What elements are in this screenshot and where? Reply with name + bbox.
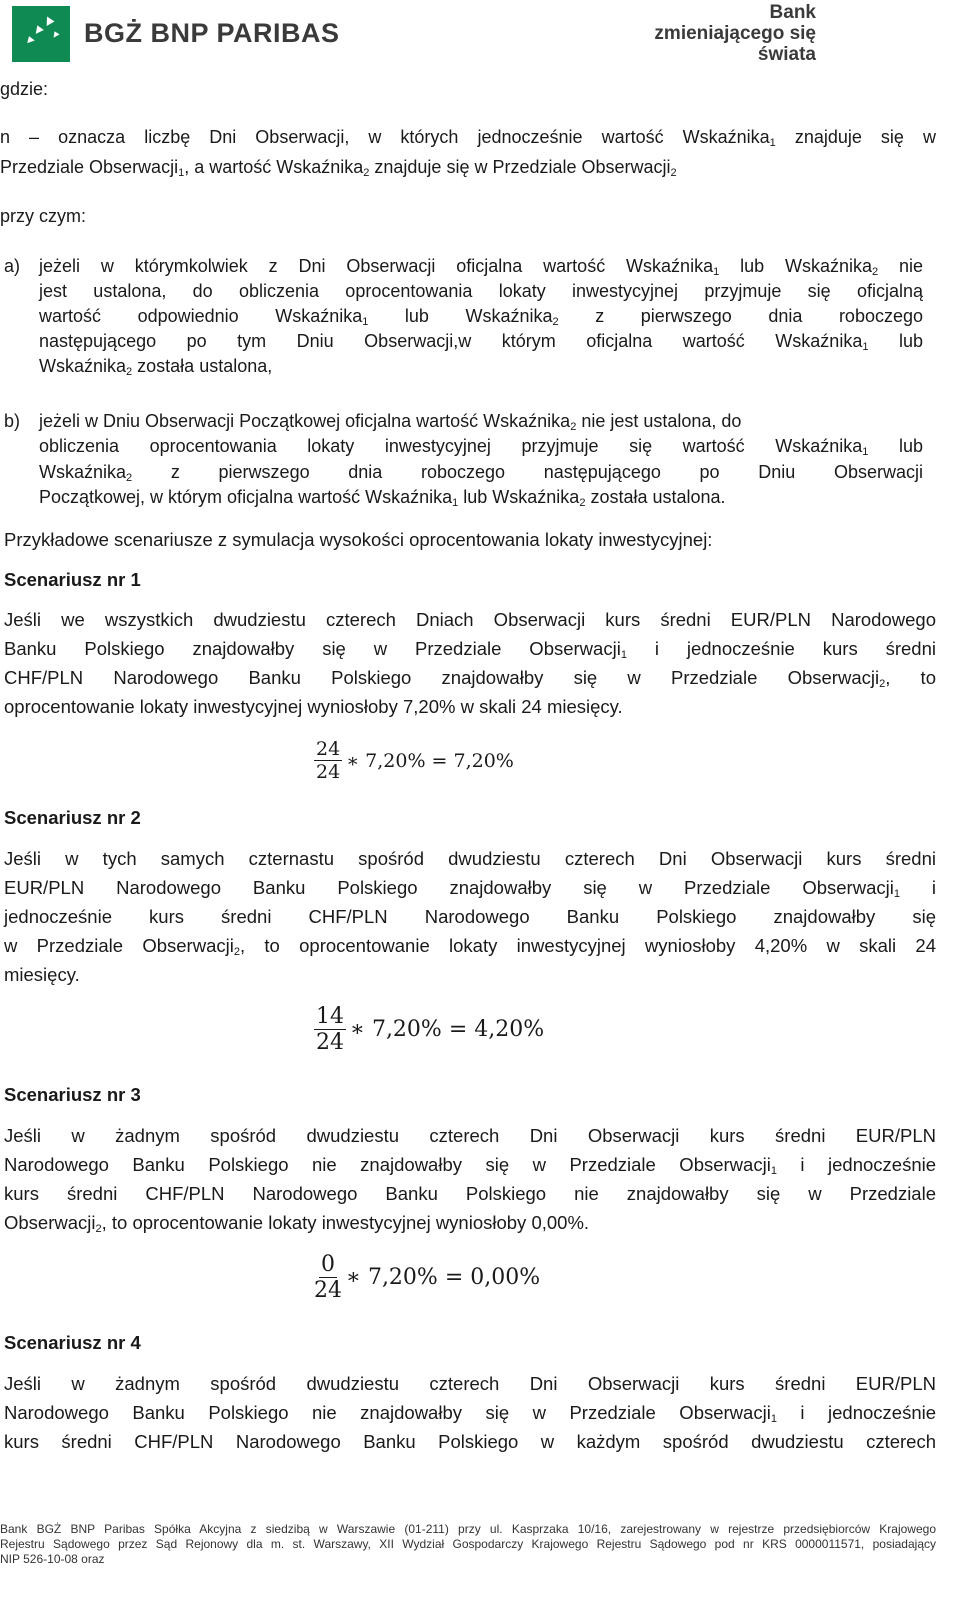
item-a-label: a): [4, 256, 21, 276]
formula: $\frac{14}{24}$ ∗ 7,20% = 4,20%: [316, 1004, 545, 1055]
item-a-line: jest ustalona, do obliczenia oprocentowania lokaty inwestycyjnej przyjmuje się oficjalną: [39, 281, 923, 301]
tagline-line: zmieniającego się: [654, 23, 816, 44]
item-a-line: wartość odpowiednio Wskaźnika$_1$ lub Wskaźnika$_2$ z pierwszego dnia roboczego: [39, 306, 923, 328]
bank-logo: [12, 6, 70, 62]
item-b-label: b): [4, 411, 21, 431]
tagline: [650, 2, 816, 65]
przy-czym-label: przy czym:: [0, 206, 87, 226]
gdzie-label: gdzie:: [0, 79, 49, 99]
scenario-title: Scenariusz nr 4: [4, 1332, 141, 1353]
tagline-line: świata: [757, 44, 816, 65]
stars-logo-icon: [12, 6, 70, 62]
scenario-title: Scenariusz nr 3: [4, 1084, 141, 1105]
tagline-line: Bank: [769, 2, 816, 23]
item-a-line: następującego po tym Dniu Obserwacji,w którym oficjalna wartość Wskaźnika$_1$ lub: [39, 331, 923, 353]
scenario-text: Jeśli w żadnym spośród dwudziestu czterech Dni Obserwacji kurs średni EUR/PLN Narodowego Banku Polskiego nie znajdowałby się w Przedziale Obserwacji$_1$ i jednocześnie kurs średni CHF/PLN Narodowego Banku Polskiego w każdym spośród dwudziestu czterech: [4, 1373, 937, 1452]
n-definition-line1: n – oznacza liczbę Dni Obserwacji, w których jednocześnie wartość Wskaźnika$_1$ znajduje się w: [0, 127, 936, 149]
scenario-text: Jeśli w tych samych czternastu spośród dwudziestu czterech Dni Obserwacji kurs średni EUR/PLN Narodowego Banku Polskiego znajdowałby się w Przedziale Obserwacji$_1$ i jednocześnie kurs średni CHF/PLN Narodowego Banku Polskiego znajdowałby się w Przedziale Obserwacji$_2$, to oprocentowanie lokaty inwestycyjnej wyniosłoby 4,20% w skali 24 miesięcy.: [4, 848, 937, 985]
item-b-line: obliczenia oprocentowania lokaty inwestycyjnej przyjmuje się wartość Wskaźnika$_1$ lub: [39, 436, 923, 458]
formula: $\frac{24}{24}$ ∗ 7,20% = 7,20%: [316, 738, 514, 783]
scenario-title: Scenariusz nr 1: [4, 569, 141, 590]
scenario-title: Scenariusz nr 2: [4, 807, 141, 828]
n-definition-line2: Przedziale Obserwacji$_1$, a wartość Wskaźnika$_2$ znajduje się w Przedziale Obserwacji$_2$: [0, 157, 677, 179]
item-b-line: Wskaźnika$_2$ z pierwszego dnia roboczego następującego po Dniu Obserwacji: [39, 462, 923, 484]
page-footer: [0, 1522, 936, 1567]
footer-line: Rejestru Sądowego przez Sąd Rejonowy dla m. st. Warszawy, XII Wydział Gospodarczy Krajowego Rejestru Sądowego pod nr KRS 0000011571, posiadający: [0, 1537, 936, 1551]
examples-intro: Przykładowe scenariusze z symulacja wysokości oprocentowania lokaty inwestycyjnej:: [4, 529, 713, 550]
item-b-line: Początkowej, w którym oficjalna wartość Wskaźnika$_1$ lub Wskaźnika$_2$ została ustalona.: [39, 487, 726, 509]
formula: $\frac{0}{24}$ ∗ 7,20% = 0,00%: [314, 1252, 541, 1303]
item-a-line: Wskaźnika$_2$ została ustalona,: [39, 356, 273, 378]
brand-name: BGŻ BNP PARIBAS: [84, 18, 340, 48]
item-a-line: jeżeli w którymkolwiek z Dni Obserwacji oficjalna wartość Wskaźnika$_1$ lub Wskaźnika$_2$ nie: [39, 256, 923, 278]
scenario-text: Jeśli we wszystkich dwudziestu czterech Dniach Obserwacji kurs średni EUR/PLN Narodowego Banku Polskiego znajdowałby się w Przedziale Obserwacji$_1$ i jednocześnie kurs średni CHF/PLN Narodowego Banku Polskiego znajdowałby się w Przedziale Obserwacji$_2$, to oprocentowanie lokaty inwestycyjnej wyniosłoby 7,20% w skali 24 miesięcy.: [4, 609, 936, 717]
footer-line: NIP 526-10-08 oraz: [0, 1552, 105, 1566]
footer-line: Bank BGŻ BNP Paribas Spółka Akcyjna z siedzibą w Warszawie (01-211) przy ul. Kasprzaka 10/16, zarejestrowany w rejestrze przedsiębiorców Krajowego: [0, 1522, 936, 1536]
scenario-text: Jeśli w żadnym spośród dwudziestu czterech Dni Obserwacji kurs średni EUR/PLN Narodowego Banku Polskiego nie znajdowałby się w Przedziale Obserwacji$_1$ i jednocześnie kurs średni CHF/PLN Narodowego Banku Polskiego nie znajdowałby się w Przedziale Obserwacji$_2$, to oprocentowanie lokaty inwestycyjnej wyniosłoby 0,00%.: [4, 1125, 937, 1235]
item-b-line: jeżeli w Dniu Obserwacji Początkowej oficjalna wartość Wskaźnika$_2$ nie jest ustalona, do: [39, 411, 742, 433]
